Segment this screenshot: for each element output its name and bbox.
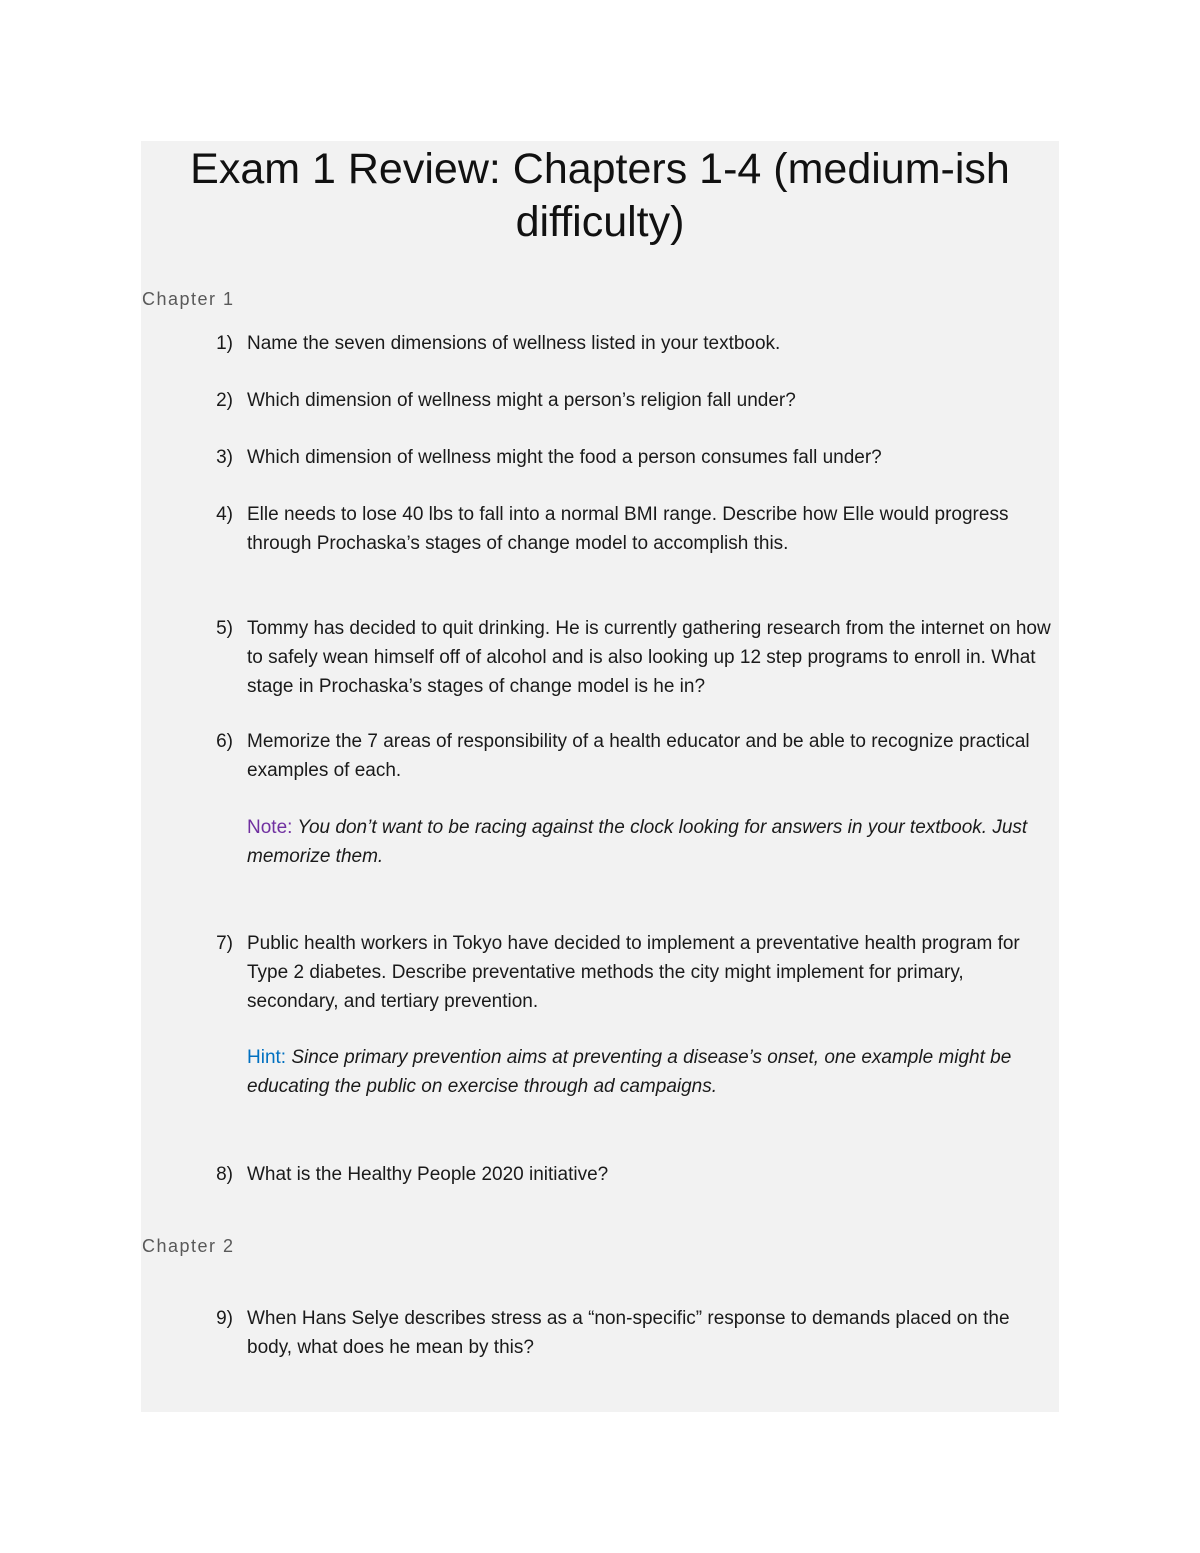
question-item	[203, 500, 1059, 558]
question-item	[203, 443, 1059, 472]
question-item	[203, 929, 1059, 1016]
question-text: Tommy has decided to quit drinking. He is currently gathering research from the internet on how to safely wean himself off of alcohol and is also looking up 12 step programs to enroll in. What stage in Prochaska’s stages of change model is he in?	[247, 618, 1051, 697]
question-text: What is the Healthy People 2020 initiative?	[247, 1164, 609, 1185]
question-number: 8)	[216, 1164, 233, 1185]
question-number: 4)	[216, 504, 233, 525]
question-text: Which dimension of wellness might the food a person consumes fall under?	[247, 447, 882, 468]
note-label: Note:	[247, 817, 293, 838]
question-text: Name the seven dimensions of wellness listed in your textbook.	[247, 333, 781, 354]
question-text: Which dimension of wellness might a person’s religion fall under?	[247, 390, 796, 411]
question-item	[203, 1304, 1059, 1362]
question-text: When Hans Selye describes stress as a “non-specific” response to demands placed on the body, what does he mean by this?	[247, 1308, 1010, 1358]
question-number: 5)	[216, 618, 233, 639]
question-number: 2)	[216, 390, 233, 411]
question-item	[203, 386, 1059, 415]
hint-label: Hint:	[247, 1047, 287, 1068]
page-title: Exam 1 Review: Chapters 1-4 (medium-ish difficulty)	[190, 145, 1010, 246]
question-number: 9)	[216, 1308, 233, 1329]
chapter-heading-2: Chapter 2	[142, 1236, 235, 1256]
question-text: Public health workers in Tokyo have decided to implement a preventative health program for Type 2 diabetes. Describe preventative methods the city might implement for primary, secondary, and tertiary prevention.	[247, 933, 1020, 1012]
hint-text: Since primary prevention aims at preventing a disease’s onset, one example might be educating the public on exercise through ad campaigns.	[247, 1047, 1012, 1097]
question-item	[203, 329, 1059, 358]
document-page	[141, 141, 1059, 1412]
note-callout	[247, 813, 1057, 871]
question-text: Elle needs to lose 40 lbs to fall into a normal BMI range. Describe how Elle would progress through Prochaska’s stages of change model to accomplish this.	[247, 504, 1009, 554]
question-item	[203, 614, 1059, 701]
question-number: 1)	[216, 333, 233, 354]
question-number: 6)	[216, 731, 233, 752]
chapter-heading-1: Chapter 1	[142, 289, 235, 309]
question-item	[203, 727, 1059, 785]
question-item	[203, 1160, 1059, 1189]
question-text: Memorize the 7 areas of responsibility of a health educator and be able to recognize practical examples of each.	[247, 731, 1030, 781]
question-number: 3)	[216, 447, 233, 468]
hint-callout	[247, 1043, 1057, 1101]
question-number: 7)	[216, 933, 233, 954]
note-text: You don’t want to be racing against the clock looking for answers in your textbook. Just memorize them.	[247, 817, 1028, 867]
